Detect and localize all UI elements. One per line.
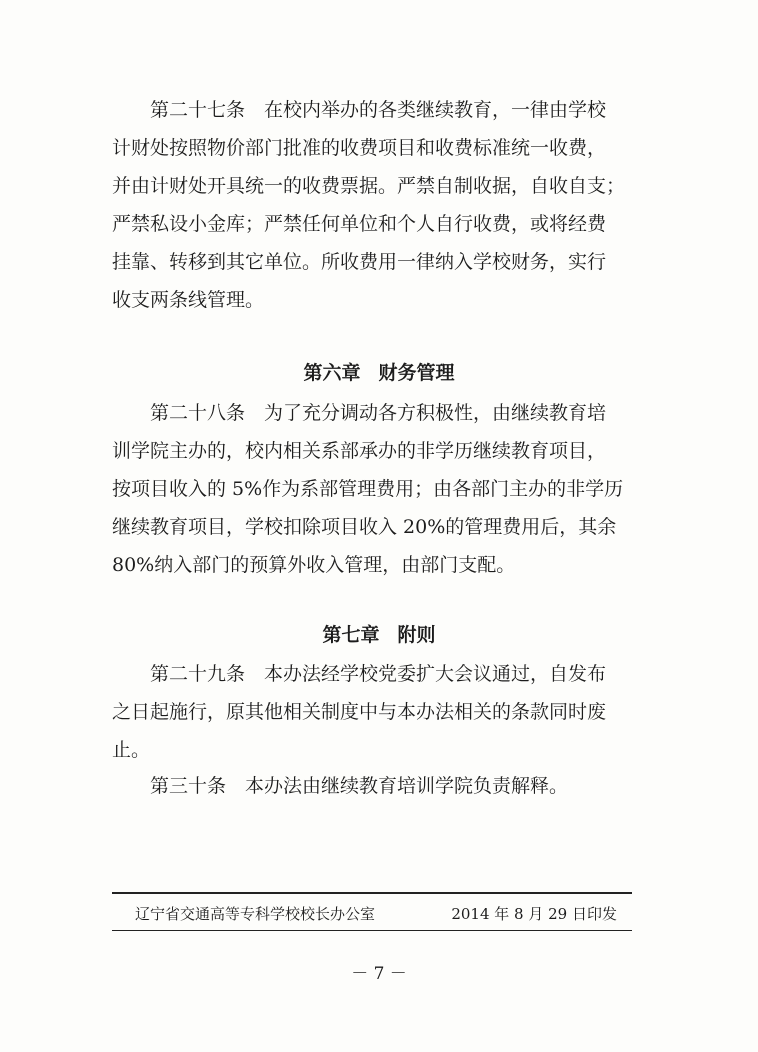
article-28-line: 继续教育项目，学校扣除项目收入 20%的管理费用后，其余 (112, 516, 617, 538)
chapter-7-title: 附则 (397, 624, 436, 646)
chapter-7-heading (0, 620, 758, 650)
footer-top-rule (112, 892, 632, 894)
article-29-line: 止。 (112, 739, 151, 761)
page-number: － 7 － (351, 964, 407, 984)
article-27-line: 第二十七条 在校内举办的各类继续教育，一律由学校 (150, 99, 607, 121)
footer (135, 903, 617, 925)
footer-issuer: 辽宁省交通高等专科学校校长办公室 (135, 905, 376, 923)
article-27-line: 计财处按照物价部门批准的收费项目和收费标准统一收费， (112, 137, 607, 159)
article-27-line: 并由计财处开具统一的收费票据。严禁自制收据，自收自支； (112, 175, 626, 197)
article-29-line: 之日起施行，原其他相关制度中与本办法相关的条款同时废 (112, 701, 607, 723)
chapter-6-heading (0, 358, 758, 388)
article-27 (112, 91, 632, 319)
footer-date: 2014 年 8 月 29 日印发 (451, 905, 617, 923)
article-27-line: 挂靠、转移到其它单位。所收费用一律纳入学校财务，实行 (112, 251, 607, 273)
article-30 (112, 767, 632, 805)
footer-bottom-rule (112, 930, 632, 931)
article-28-line: 80%纳入部门的预算外收入管理，由部门支配。 (112, 554, 516, 576)
chapter-6-title: 财务管理 (378, 362, 455, 384)
article-27-line: 严禁私设小金库；严禁任何单位和个人自行收费，或将经费 (112, 213, 607, 235)
article-28 (112, 394, 632, 584)
chapter-7-number: 第七章 (322, 624, 380, 646)
article-29 (112, 655, 632, 769)
article-29-line: 第二十九条 本办法经学校党委扩大会议通过，自发布 (150, 663, 607, 685)
chapter-6-number: 第六章 (303, 362, 361, 384)
article-28-line: 按项目收入的 5%作为系部管理费用；由各部门主办的非学历 (112, 478, 624, 500)
article-30-line: 第三十条 本办法由继续教育培训学院负责解释。 (150, 775, 569, 797)
article-28-line: 第二十八条 为了充分调动各方积极性，由继续教育培 (150, 402, 607, 424)
article-28-line: 训学院主办的，校内相关系部承办的非学历继续教育项目， (112, 440, 607, 462)
article-27-line: 收支两条线管理。 (112, 289, 265, 311)
